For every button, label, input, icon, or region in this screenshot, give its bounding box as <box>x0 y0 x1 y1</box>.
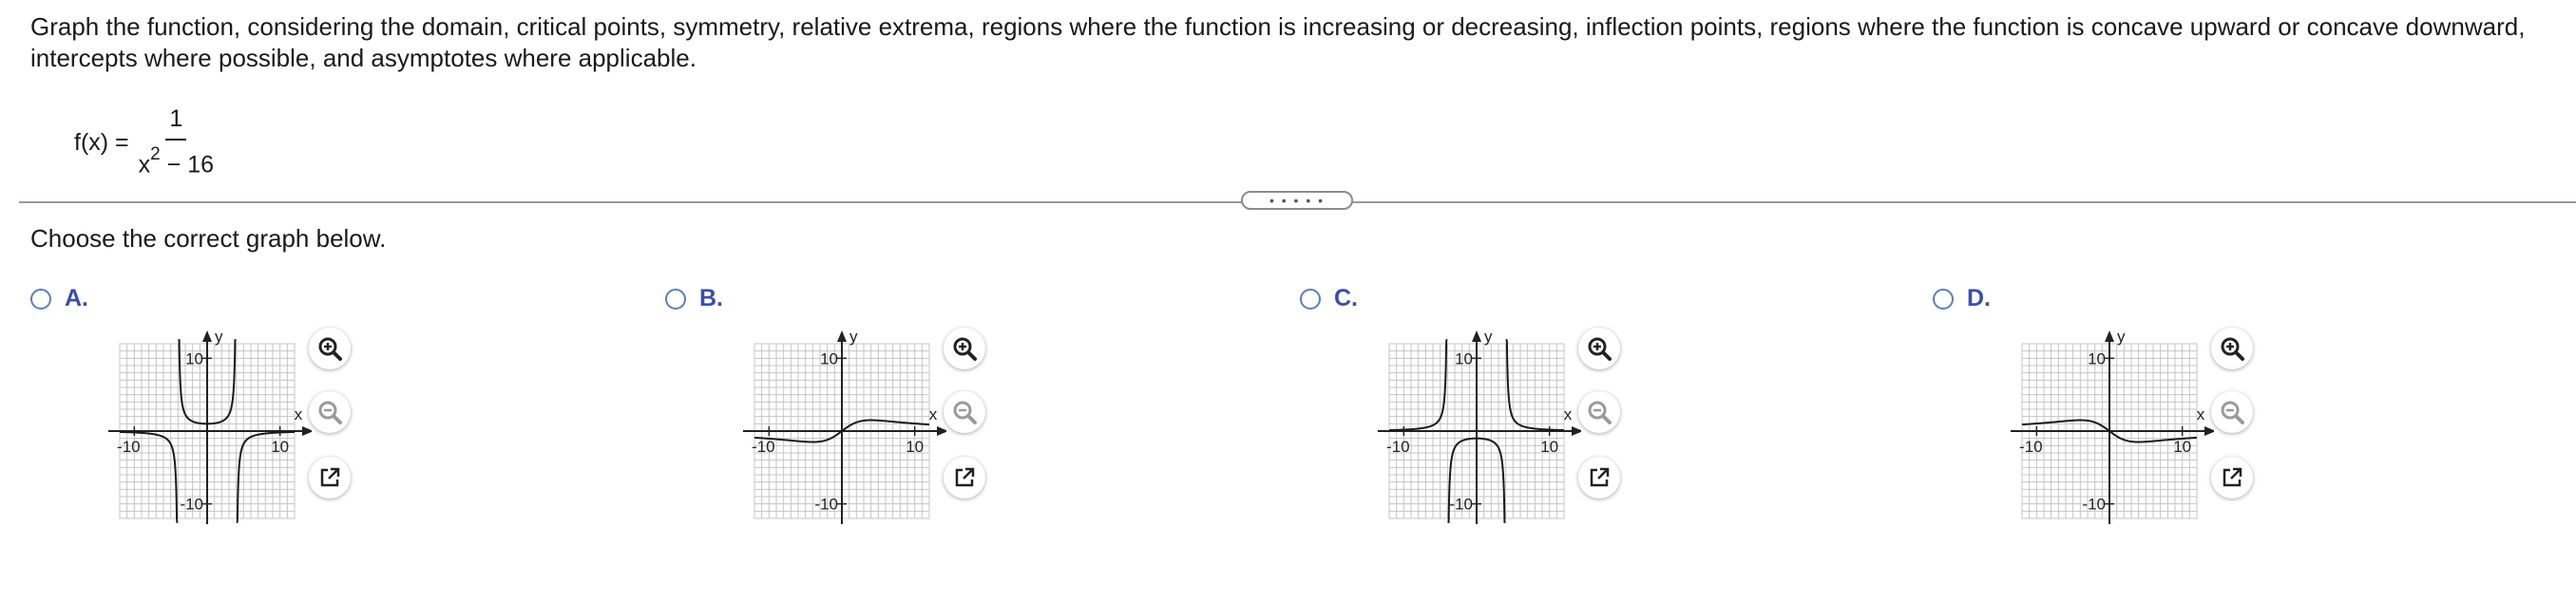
pop-out-icon <box>2220 465 2244 490</box>
x-axis-label: x <box>294 405 303 423</box>
choice-b-zoom-out-button[interactable] <box>944 391 985 433</box>
y-axis-label: y <box>2117 328 2126 346</box>
y-max-label: 10 <box>1455 349 1473 368</box>
y-max-label: 10 <box>185 349 203 368</box>
x-axis-arrow <box>302 426 312 436</box>
choice-d-letter[interactable]: D. <box>1967 285 1991 311</box>
equation-numerator: 1 <box>165 105 186 141</box>
choice-d-zoom-out-button[interactable] <box>2211 391 2253 433</box>
choice-b-header[interactable] <box>665 285 723 312</box>
x-max-label: 10 <box>1540 438 1559 456</box>
zoom-out-icon <box>2219 399 2245 425</box>
x-axis-arrow <box>2204 426 2214 436</box>
choice-d-popout-button[interactable] <box>2211 457 2253 499</box>
choice-c-zoom-out-button[interactable] <box>1578 391 1620 433</box>
equation-denominator <box>135 141 218 179</box>
choice-c-zoom-in-button[interactable] <box>1578 328 1620 369</box>
choice-c-graph <box>1344 328 1581 546</box>
y-min-label: -10 <box>180 495 203 514</box>
x-min-label: -10 <box>117 438 141 456</box>
y-axis-label: y <box>1484 328 1493 346</box>
y-max-label: 10 <box>2088 349 2106 368</box>
equation-fraction <box>135 105 218 179</box>
zoom-in-icon <box>316 335 343 362</box>
y-min-label: -10 <box>814 495 838 514</box>
x-min-label: -10 <box>752 438 775 456</box>
y-axis-arrow <box>2105 330 2114 342</box>
x-min-label: -10 <box>2019 438 2043 456</box>
pop-out-icon <box>952 465 977 490</box>
x-axis-label: x <box>928 405 938 423</box>
y-axis-arrow <box>1472 330 1481 342</box>
function-equation <box>74 104 218 180</box>
den-exponent: 2 <box>150 144 161 165</box>
choice-c-header[interactable] <box>1300 285 1358 312</box>
choice-c-radio[interactable] <box>1300 289 1321 310</box>
equation-lhs: f(x) = <box>74 128 129 156</box>
choice-b-radio[interactable] <box>665 289 686 310</box>
choice-c-letter[interactable]: C. <box>1334 285 1358 311</box>
den-rest: − 16 <box>160 151 215 179</box>
choice-d-zoom-in-button[interactable] <box>2211 328 2253 369</box>
pop-out-icon <box>1587 465 1612 490</box>
choice-a-header[interactable] <box>30 285 88 312</box>
choice-a-letter[interactable]: A. <box>65 285 88 311</box>
den-base: x <box>138 151 151 179</box>
choice-c-popout-button[interactable] <box>1578 457 1620 499</box>
y-axis-label: y <box>215 328 223 346</box>
expand-handle[interactable]: • • • • • <box>1241 191 1353 210</box>
choice-d-graph <box>1976 328 2214 546</box>
x-axis-arrow <box>937 426 946 436</box>
y-axis-arrow <box>202 330 212 342</box>
x-axis-label: x <box>1563 405 1573 423</box>
y-max-label: 10 <box>820 349 838 368</box>
choice-d-radio[interactable] <box>1933 289 1954 310</box>
choice-a-graph <box>74 328 312 546</box>
choice-b-letter[interactable]: B. <box>699 285 723 311</box>
choose-instruction: Choose the correct graph below. <box>30 224 387 253</box>
choice-a[interactable] <box>30 285 601 551</box>
x-min-label: -10 <box>1386 438 1410 456</box>
zoom-out-icon <box>316 399 343 425</box>
y-axis-arrow <box>837 330 847 342</box>
question-prompt: Graph the function, considering the domain, critical points, symmetry, relative extrema, regions where the function is increasing or decreasing, inflection points, regions where the function is concave upward or concave downward, intercepts where possible, and asymptotes where applicable. <box>30 12 2526 72</box>
choice-d[interactable] <box>1933 285 2503 551</box>
x-axis-arrow <box>1572 426 1581 436</box>
x-axis-label: x <box>2196 405 2205 423</box>
y-min-label: -10 <box>1449 495 1473 514</box>
choice-a-zoom-in-button[interactable] <box>309 328 351 369</box>
zoom-out-icon <box>1586 399 1612 425</box>
x-max-label: 10 <box>2173 438 2192 456</box>
y-axis-label: y <box>849 328 858 346</box>
zoom-in-icon <box>1586 335 1612 362</box>
zoom-out-icon <box>951 399 978 425</box>
choice-a-radio[interactable] <box>30 289 51 310</box>
zoom-in-icon <box>951 335 978 362</box>
choice-d-header[interactable] <box>1933 285 1991 312</box>
choice-c[interactable] <box>1300 285 1870 551</box>
choice-a-zoom-out-button[interactable] <box>309 391 351 433</box>
choice-b-graph <box>709 328 946 546</box>
zoom-in-icon <box>2219 335 2245 362</box>
choice-a-popout-button[interactable] <box>309 457 351 499</box>
x-max-label: 10 <box>271 438 290 456</box>
choice-b-zoom-in-button[interactable] <box>944 328 985 369</box>
y-min-label: -10 <box>2082 495 2106 514</box>
x-max-label: 10 <box>906 438 925 456</box>
choice-b-popout-button[interactable] <box>944 457 985 499</box>
pop-out-icon <box>317 465 342 490</box>
choice-b[interactable] <box>665 285 1235 551</box>
